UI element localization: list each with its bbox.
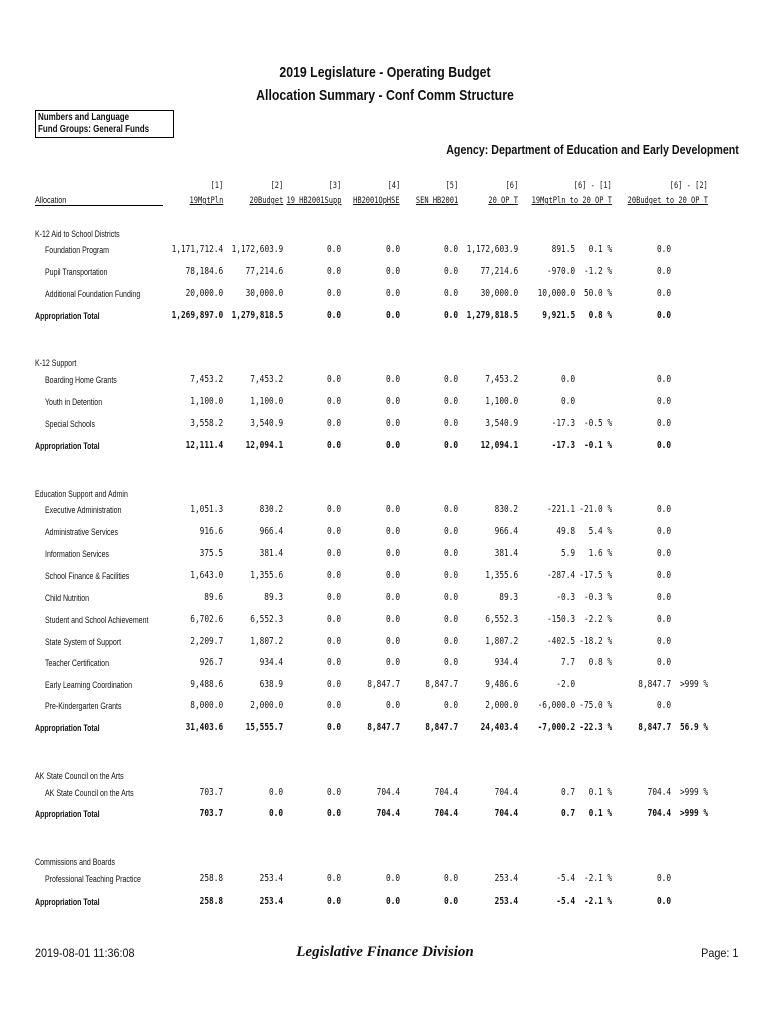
allocation-label: Executive Administration [45, 505, 122, 515]
appropriation-total-label: Appropriation Total [35, 441, 100, 451]
total-c6: 12,094.1 [480, 440, 518, 451]
total-d1: -5.4 [556, 896, 575, 907]
allocation-label: Youth in Detention [45, 397, 103, 407]
cell-c3: 0.0 [326, 396, 341, 407]
cell-c3: 0.0 [326, 288, 341, 299]
cell-p1: 1.6 % [588, 548, 612, 559]
column-name-header: 19MgtPln [189, 196, 223, 206]
section-heading: K-12 Support [35, 358, 77, 368]
total-c1: 1,269,897.0 [171, 310, 223, 321]
cell-c3: 0.0 [326, 679, 341, 690]
allocation-label: Professional Teaching Practice [45, 874, 141, 884]
cell-c5: 704.4 [434, 787, 458, 798]
cell-c3: 0.0 [326, 657, 341, 668]
total-c2: 1,279,818.5 [231, 310, 283, 321]
cell-c4: 0.0 [385, 570, 400, 581]
total-c5: 8,847.7 [425, 722, 458, 733]
total-c4: 0.0 [385, 440, 400, 451]
allocation-label: Additional Foundation Funding [45, 289, 141, 299]
cell-c4: 0.0 [385, 266, 400, 277]
total-c5: 0.0 [443, 896, 458, 907]
total-c1: 703.7 [199, 808, 223, 819]
total-d2: 0.0 [656, 310, 671, 321]
cell-c4: 0.0 [385, 288, 400, 299]
cell-c2: 7,453.2 [250, 374, 283, 385]
cell-c1: 1,643.0 [190, 570, 223, 581]
cell-c3: 0.0 [326, 614, 341, 625]
cell-c5: 0.0 [443, 636, 458, 647]
cell-d1: 49.8 [556, 526, 575, 537]
cell-p1: 50.0 % [583, 288, 612, 299]
cell-d1: -221.1 [546, 504, 575, 515]
column-name-header: SEN HB2001 [415, 196, 458, 206]
cell-c6: 89.3 [499, 592, 518, 603]
cell-c4: 0.0 [385, 244, 400, 255]
cell-c5: 0.0 [443, 288, 458, 299]
cell-c3: 0.0 [326, 700, 341, 711]
cell-d1: 7.7 [560, 657, 575, 668]
allocation-label: Boarding Home Grants [45, 375, 117, 385]
cell-d1: -2.0 [556, 679, 575, 690]
column-name-header: HB2001OpHSE [353, 196, 400, 206]
allocation-label: State System of Support [45, 637, 122, 647]
total-c5: 0.0 [443, 310, 458, 321]
total-d2: 8,847.7 [638, 722, 671, 733]
cell-c5: 0.0 [443, 244, 458, 255]
cell-d1: -5.4 [556, 873, 575, 884]
cell-c6: 1,807.2 [485, 636, 518, 647]
total-p1: -2.1 % [583, 896, 612, 907]
total-d2: 0.0 [656, 440, 671, 451]
cell-d2: 0.0 [656, 614, 671, 625]
cell-c3: 0.0 [326, 592, 341, 603]
cell-c1: 89.6 [204, 592, 223, 603]
cell-c2: 1,100.0 [250, 396, 283, 407]
total-c3: 0.0 [326, 722, 341, 733]
cell-d2: 8,847.7 [638, 679, 671, 690]
cell-d1: -6,000.0 [537, 700, 575, 711]
cell-d2: 0.0 [656, 374, 671, 385]
agency-label: Agency: Department of Education and Early Development [446, 142, 739, 157]
cell-c5: 0.0 [443, 266, 458, 277]
cell-d1: 0.7 [560, 787, 575, 798]
allocation-label: School Finance & Facilities [45, 571, 130, 581]
cell-c2: 3,540.9 [250, 418, 283, 429]
cell-d2: 0.0 [656, 657, 671, 668]
total-c5: 0.0 [443, 440, 458, 451]
column-number-header: [2] [270, 181, 283, 191]
total-c2: 253.4 [259, 896, 283, 907]
allocation-label: Foundation Program [45, 245, 109, 255]
cell-d2: 704.4 [647, 787, 671, 798]
cell-c6: 9,486.6 [485, 679, 518, 690]
cell-c3: 0.0 [326, 548, 341, 559]
cell-c4: 0.0 [385, 700, 400, 711]
cell-c4: 0.0 [385, 396, 400, 407]
column-name-header: 19MgtPln to 20 OP T [531, 196, 612, 206]
cell-d1: -17.3 [551, 418, 575, 429]
column-number-header: [6] - [1] [573, 181, 612, 191]
total-p2: >999 % [679, 808, 708, 819]
cell-c3: 0.0 [326, 873, 341, 884]
allocation-label: Pupil Transportation [45, 267, 108, 277]
cell-p2: >999 % [679, 787, 708, 798]
column-number-header: [6] - [2] [669, 181, 708, 191]
cell-c5: 0.0 [443, 570, 458, 581]
allocation-label: Information Services [45, 549, 109, 559]
cell-d1: -970.0 [546, 266, 575, 277]
cell-p1: 0.8 % [588, 657, 612, 668]
cell-c4: 0.0 [385, 614, 400, 625]
total-c6: 253.4 [494, 896, 518, 907]
total-d1: -17.3 [551, 440, 575, 451]
cell-c2: 77,214.6 [245, 266, 283, 277]
cell-c4: 0.0 [385, 548, 400, 559]
cell-d1: -0.3 [556, 592, 575, 603]
fund-groups-label: Fund Groups: General Funds [38, 124, 150, 135]
total-d2: 704.4 [647, 808, 671, 819]
report-title: 2019 Legislature - Operating Budget [279, 64, 491, 81]
section-heading: Commissions and Boards [35, 857, 115, 867]
cell-c4: 704.4 [376, 787, 400, 798]
section-heading: AK State Council on the Arts [35, 771, 124, 781]
cell-d1: -287.4 [546, 570, 575, 581]
report-subtitle: Allocation Summary - Conf Comm Structure [256, 87, 514, 104]
cell-p2: >999 % [679, 679, 708, 690]
column-name-header: 20Budget [249, 196, 283, 206]
cell-c4: 0.0 [385, 504, 400, 515]
cell-c2: 0.0 [268, 787, 283, 798]
numbers-language-label: Numbers and Language [38, 112, 130, 123]
total-p1: 0.1 % [588, 808, 612, 819]
cell-c2: 830.2 [259, 504, 283, 515]
allocation-label: Child Nutrition [45, 593, 90, 603]
cell-c1: 8,000.0 [190, 700, 223, 711]
cell-d2: 0.0 [656, 526, 671, 537]
total-c6: 704.4 [494, 808, 518, 819]
cell-c1: 375.5 [199, 548, 223, 559]
cell-c1: 1,051.3 [190, 504, 223, 515]
cell-c3: 0.0 [326, 570, 341, 581]
cell-p1: 5.4 % [588, 526, 612, 537]
allocation-label: Early Learning Coordination [45, 680, 133, 690]
cell-c3: 0.0 [326, 636, 341, 647]
cell-c6: 830.2 [494, 504, 518, 515]
cell-c5: 0.0 [443, 504, 458, 515]
cell-c3: 0.0 [326, 244, 341, 255]
cell-c5: 0.0 [443, 700, 458, 711]
timestamp: 2019-08-01 11:36:08 [35, 946, 135, 960]
total-c3: 0.0 [326, 310, 341, 321]
cell-c6: 1,355.6 [485, 570, 518, 581]
cell-c6: 1,172,603.9 [466, 244, 518, 255]
cell-c1: 926.7 [199, 657, 223, 668]
cell-c6: 2,000.0 [485, 700, 518, 711]
cell-c6: 934.4 [494, 657, 518, 668]
cell-c1: 78,184.6 [185, 266, 223, 277]
cell-c2: 638.9 [259, 679, 283, 690]
total-d1: -7,000.2 [537, 722, 575, 733]
cell-p1: -2.1 % [583, 873, 612, 884]
cell-c2: 966.4 [259, 526, 283, 537]
total-c1: 12,111.4 [185, 440, 223, 451]
cell-c2: 89.3 [264, 592, 283, 603]
total-c1: 31,403.6 [185, 722, 223, 733]
allocation-label: Teacher Certification [45, 658, 109, 668]
cell-c1: 2,209.7 [190, 636, 223, 647]
cell-d2: 0.0 [656, 288, 671, 299]
cell-p1: -2.2 % [583, 614, 612, 625]
cell-p1: -0.5 % [583, 418, 612, 429]
total-c3: 0.0 [326, 808, 341, 819]
cell-c4: 0.0 [385, 636, 400, 647]
cell-c5: 0.0 [443, 614, 458, 625]
cell-c3: 0.0 [326, 374, 341, 385]
cell-d1: 0.0 [560, 374, 575, 385]
total-c1: 258.8 [199, 896, 223, 907]
total-c6: 24,403.4 [480, 722, 518, 733]
cell-c6: 253.4 [494, 873, 518, 884]
appropriation-total-label: Appropriation Total [35, 723, 100, 733]
column-number-header: [6] [505, 181, 518, 191]
allocation-label: Pre-Kindergarten Grants [45, 701, 122, 711]
cell-c1: 9,488.6 [190, 679, 223, 690]
cell-c4: 8,847.7 [367, 679, 400, 690]
allocation-label: Student and School Achievement [45, 615, 149, 625]
cell-c2: 30,000.0 [245, 288, 283, 299]
page-number: Page: 1 [700, 946, 738, 960]
cell-c5: 0.0 [443, 548, 458, 559]
cell-c6: 7,453.2 [485, 374, 518, 385]
total-c2: 0.0 [268, 808, 283, 819]
cell-p1: -75.0 % [579, 700, 612, 711]
total-p2: 56.9 % [679, 722, 708, 733]
total-c4: 0.0 [385, 310, 400, 321]
cell-p1: -17.5 % [579, 570, 612, 581]
cell-d2: 0.0 [656, 418, 671, 429]
cell-d1: -402.5 [546, 636, 575, 647]
cell-d2: 0.0 [656, 570, 671, 581]
cell-d2: 0.0 [656, 504, 671, 515]
cell-d1: 0.0 [560, 396, 575, 407]
cell-p1: -0.3 % [583, 592, 612, 603]
cell-c3: 0.0 [326, 418, 341, 429]
total-c4: 8,847.7 [367, 722, 400, 733]
cell-p1: -1.2 % [583, 266, 612, 277]
cell-c5: 0.0 [443, 374, 458, 385]
column-number-header: [5] [445, 181, 458, 191]
cell-c1: 1,171,712.4 [171, 244, 223, 255]
cell-c5: 0.0 [443, 526, 458, 537]
cell-p1: 0.1 % [588, 244, 612, 255]
cell-c6: 1,100.0 [485, 396, 518, 407]
cell-d2: 0.0 [656, 244, 671, 255]
total-c6: 1,279,818.5 [466, 310, 518, 321]
division-name: Legislative Finance Division [296, 944, 474, 960]
column-name-header: 20 OP T [488, 196, 518, 206]
cell-c6: 77,214.6 [480, 266, 518, 277]
cell-c1: 3,558.2 [190, 418, 223, 429]
cell-c4: 0.0 [385, 374, 400, 385]
total-c4: 704.4 [376, 808, 400, 819]
cell-c2: 253.4 [259, 873, 283, 884]
cell-c5: 8,847.7 [425, 679, 458, 690]
cell-d1: 10,000.0 [537, 288, 575, 299]
column-number-header: [4] [387, 181, 400, 191]
cell-c2: 2,000.0 [250, 700, 283, 711]
cell-c1: 1,100.0 [190, 396, 223, 407]
cell-c2: 381.4 [259, 548, 283, 559]
cell-c2: 1,172,603.9 [231, 244, 283, 255]
cell-c4: 0.0 [385, 657, 400, 668]
cell-c1: 916.6 [199, 526, 223, 537]
cell-c6: 704.4 [494, 787, 518, 798]
cell-p1: 0.1 % [588, 787, 612, 798]
cell-c6: 3,540.9 [485, 418, 518, 429]
cell-c5: 0.0 [443, 396, 458, 407]
column-name-header: 20Budget to 20 OP T [627, 196, 708, 206]
cell-c2: 1,355.6 [250, 570, 283, 581]
cell-d1: 891.5 [551, 244, 575, 255]
cell-d2: 0.0 [656, 396, 671, 407]
cell-c1: 20,000.0 [185, 288, 223, 299]
allocation-header: Allocation [35, 195, 163, 206]
cell-d2: 0.0 [656, 266, 671, 277]
cell-c4: 0.0 [385, 526, 400, 537]
cell-c5: 0.0 [443, 657, 458, 668]
cell-c1: 703.7 [199, 787, 223, 798]
cell-c1: 7,453.2 [190, 374, 223, 385]
cell-d2: 0.0 [656, 548, 671, 559]
cell-c3: 0.0 [326, 787, 341, 798]
section-heading: Education Support and Admin [35, 489, 128, 499]
cell-c3: 0.0 [326, 526, 341, 537]
cell-c1: 6,702.6 [190, 614, 223, 625]
cell-c5: 0.0 [443, 418, 458, 429]
section-heading: K-12 Aid to School Districts [35, 229, 120, 239]
cell-c6: 6,552.3 [485, 614, 518, 625]
appropriation-total-label: Appropriation Total [35, 897, 100, 907]
cell-p1: -18.2 % [579, 636, 612, 647]
cell-d2: 0.0 [656, 592, 671, 603]
cell-c3: 0.0 [326, 504, 341, 515]
total-c2: 15,555.7 [245, 722, 283, 733]
allocation-label: Administrative Services [45, 527, 118, 537]
cell-d2: 0.0 [656, 700, 671, 711]
total-d1: 9,921.5 [542, 310, 575, 321]
total-c3: 0.0 [326, 440, 341, 451]
total-d1: 0.7 [560, 808, 575, 819]
cell-c4: 0.0 [385, 873, 400, 884]
total-p1: -22.3 % [579, 722, 612, 733]
total-d2: 0.0 [656, 896, 671, 907]
allocation-label: Special Schools [45, 419, 95, 429]
cell-c5: 0.0 [443, 873, 458, 884]
total-c4: 0.0 [385, 896, 400, 907]
column-number-header: [3] [328, 181, 341, 191]
cell-c4: 0.0 [385, 418, 400, 429]
cell-c2: 1,807.2 [250, 636, 283, 647]
cell-c5: 0.0 [443, 592, 458, 603]
cell-d1: -150.3 [546, 614, 575, 625]
total-p1: -0.1 % [583, 440, 612, 451]
column-number-header: [1] [210, 181, 223, 191]
column-name-header: 19_HB2001Supp [286, 196, 341, 206]
cell-c6: 966.4 [494, 526, 518, 537]
cell-d1: 5.9 [560, 548, 575, 559]
cell-c6: 381.4 [494, 548, 518, 559]
total-c2: 12,094.1 [245, 440, 283, 451]
appropriation-total-label: Appropriation Total [35, 809, 100, 819]
cell-d2: 0.0 [656, 636, 671, 647]
total-p1: 0.8 % [588, 310, 612, 321]
cell-c2: 6,552.3 [250, 614, 283, 625]
fund-info-box [35, 110, 174, 138]
total-c3: 0.0 [326, 896, 341, 907]
allocation-label: AK State Council on the Arts [45, 788, 134, 798]
cell-c1: 258.8 [199, 873, 223, 884]
cell-c3: 0.0 [326, 266, 341, 277]
cell-c2: 934.4 [259, 657, 283, 668]
cell-d2: 0.0 [656, 873, 671, 884]
total-c5: 704.4 [434, 808, 458, 819]
cell-p1: -21.0 % [579, 504, 612, 515]
cell-c4: 0.0 [385, 592, 400, 603]
appropriation-total-label: Appropriation Total [35, 311, 100, 321]
cell-c6: 30,000.0 [480, 288, 518, 299]
